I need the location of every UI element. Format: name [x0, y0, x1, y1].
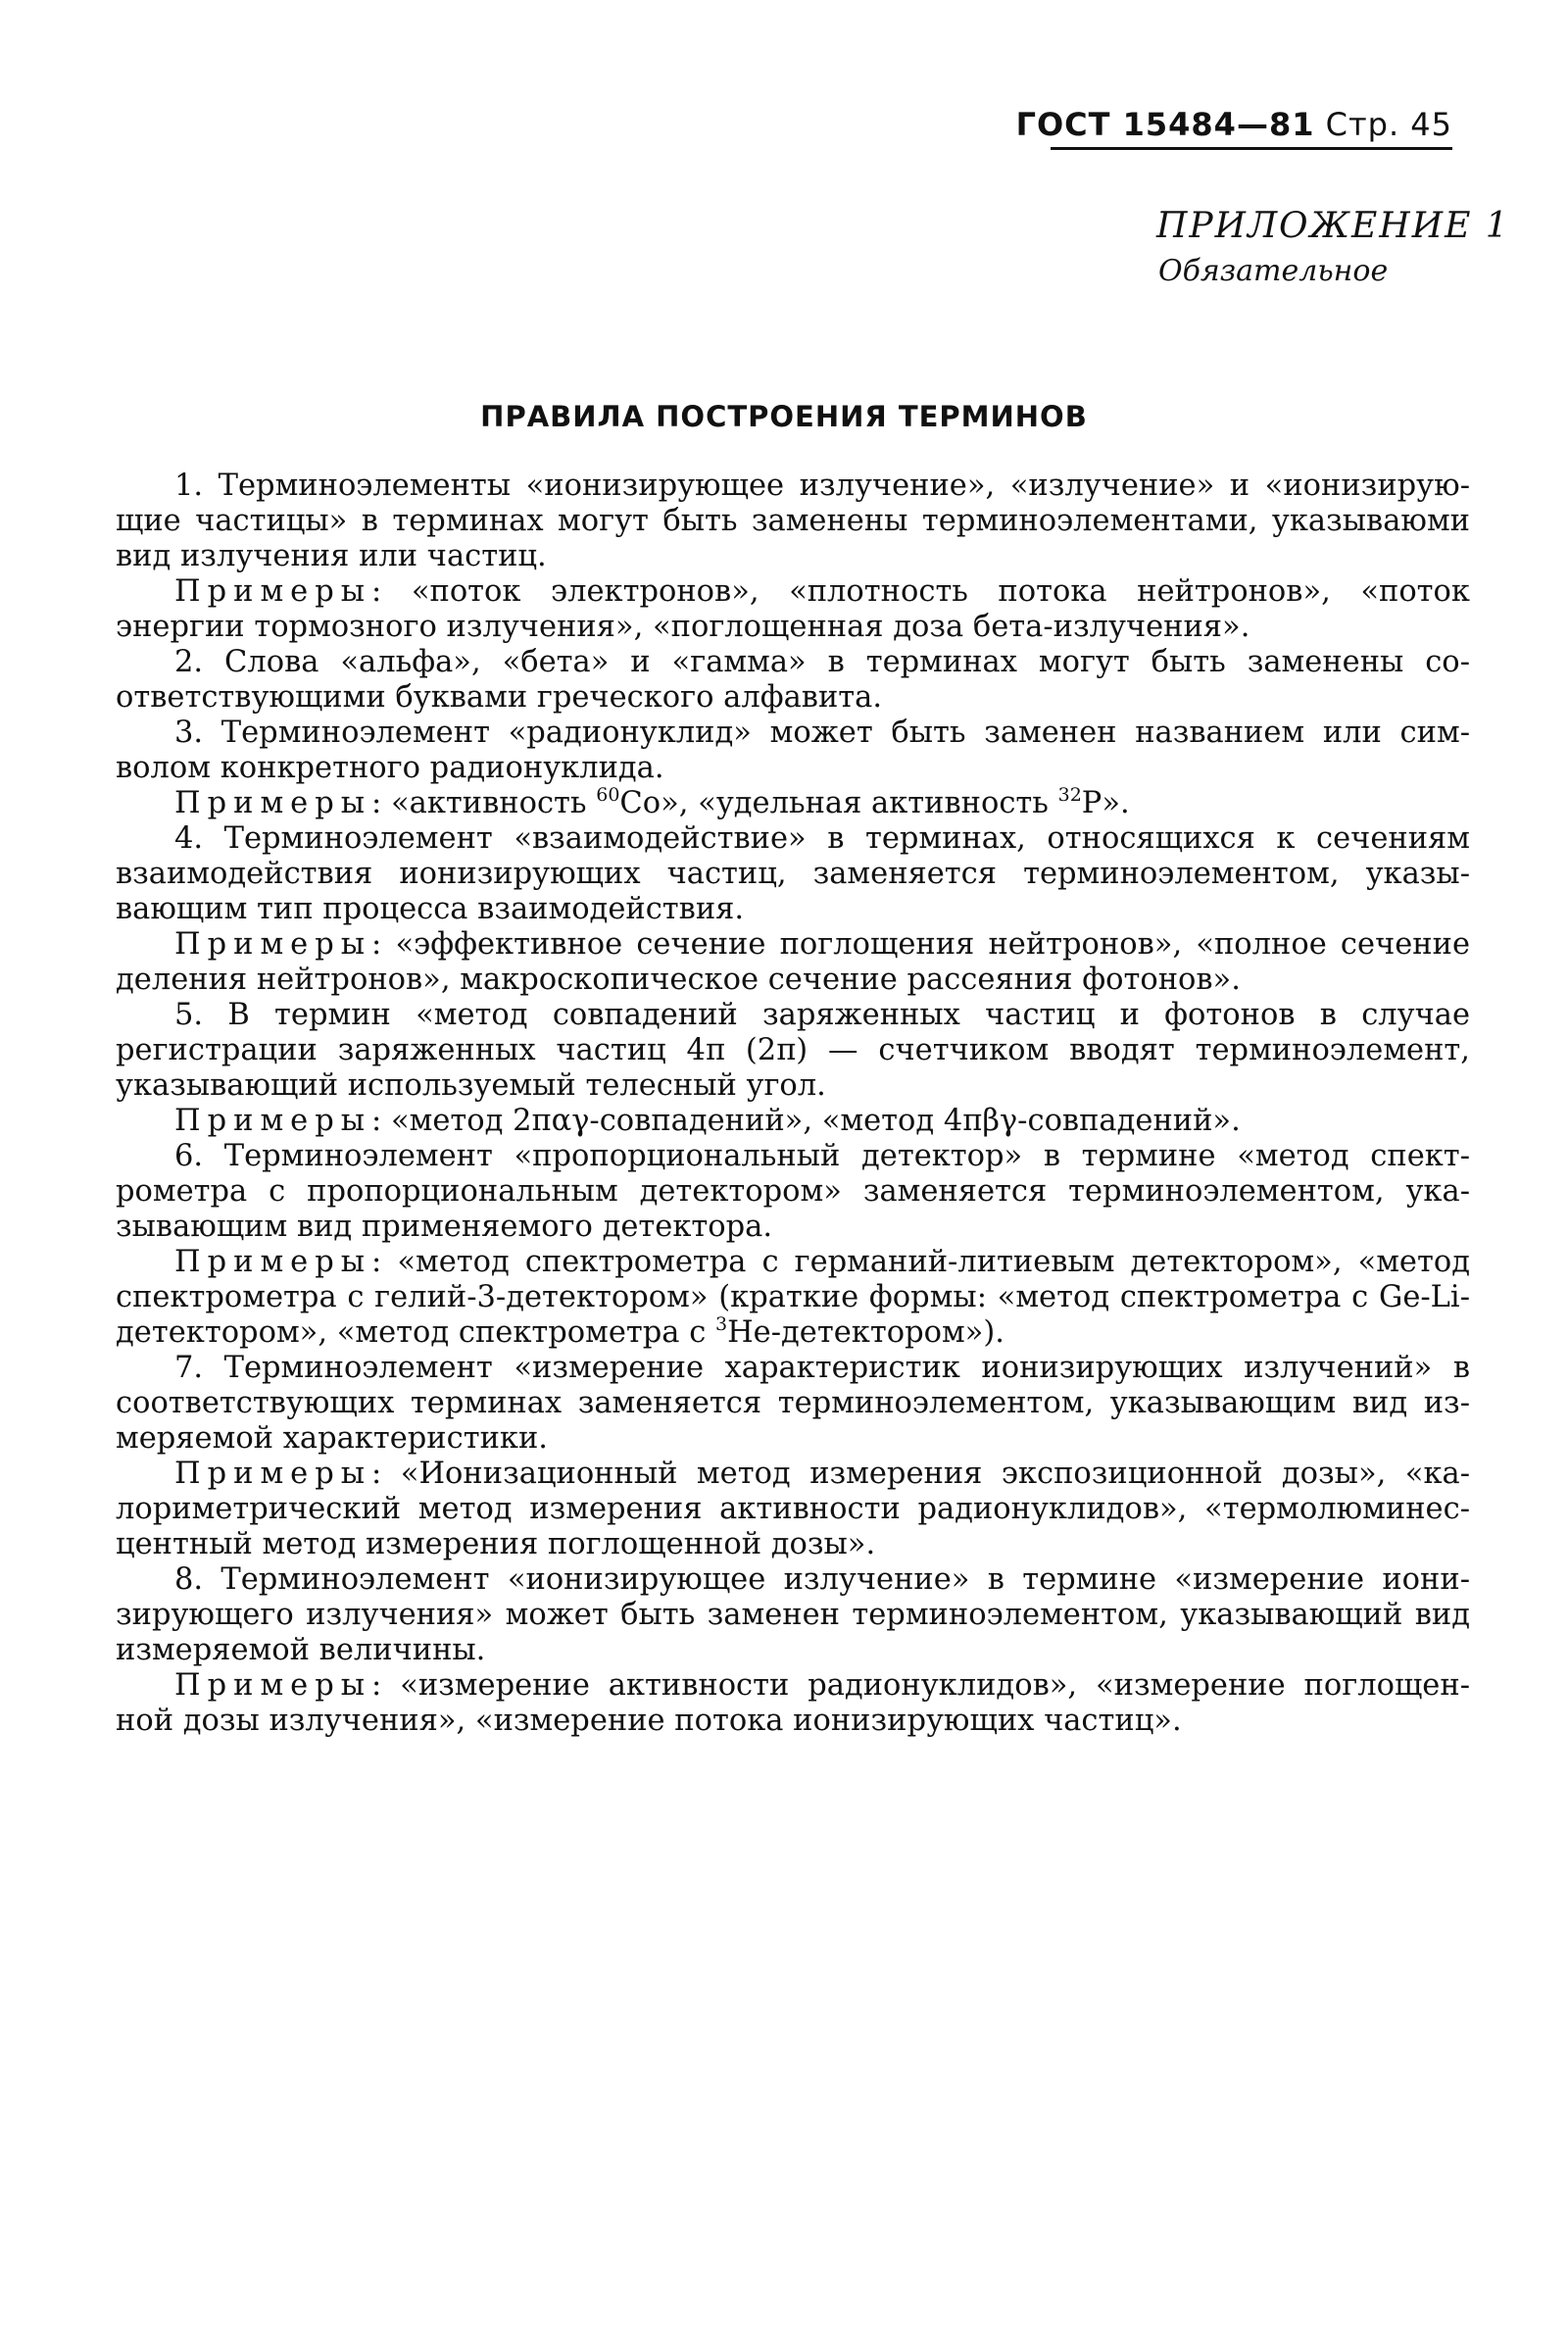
- rule-paragraph-2: 2. Слова «альфа», «бета» и «гамма» в терминах могут быть заменены соответствующими буквами греческого алфавита.: [116, 645, 1470, 715]
- examples-paragraph-5: [116, 1104, 1470, 1139]
- document-body: [116, 469, 1470, 1739]
- examples-text: Р».: [1081, 786, 1130, 820]
- examples-paragraph-8: [116, 1668, 1470, 1739]
- rule-paragraph-1: 1. Терминоэлементы «ионизирующее излучение», «излучение» и «ионизирующие частицы» в терминах могут быть заменены терминоэлементами, указываюми вид излучения или частиц.: [116, 469, 1470, 573]
- appendix-subtitle: Обязательное: [1158, 254, 1389, 288]
- examples-label: Примеры: [174, 1457, 372, 1491]
- examples-text: Не-детектором»).: [727, 1315, 1004, 1350]
- examples-text: : «метод спектрометра с германий-литиевым детектором», «метод спектрометра с гелий-3-детектором» (краткие формы: «метод спектрометра с Ge-Li-детектором», «метод спектрометра с: [116, 1245, 1470, 1350]
- appendix-title: ПРИЛОЖЕНИЕ 1: [1156, 206, 1510, 246]
- examples-label: Примеры: [174, 786, 372, 820]
- examples-text: : «Ионизационный метод измерения экспозиционной дозы», «калориметрический метод измерения активности радионуклидов», «термолюминесцентный метод измерения поглощенной дозы».: [116, 1457, 1470, 1561]
- rule-paragraph-8: 8. Терминоэлемент «ионизирующее излучение» в термине «измерение ионизирующего излучения» может быть заменен терминоэлементом, указывающий вид измеряемой величины.: [116, 1562, 1470, 1667]
- examples-paragraph-7: [116, 1457, 1470, 1562]
- examples-text: : «активность: [371, 786, 597, 820]
- isotope-mass-number: 60: [596, 784, 620, 806]
- examples-text: : «измерение активности радионуклидов», «измерение поглощенной дозы излучения», «измерение потока ионизирующих частиц».: [116, 1668, 1470, 1738]
- examples-text: : «эффективное сечение поглощения нейтронов», «полное сечение деления нейтронов», макроскопическое сечение рассеяния фотонов».: [116, 927, 1470, 997]
- rule-paragraph-6: 6. Терминоэлемент «пропорциональный детектор» в термине «метод спектрометра с пропорциональным детектором» заменяется терминоэлементом, указывающим вид применяемого детектора.: [116, 1139, 1470, 1244]
- isotope-mass-number: 3: [714, 1313, 728, 1335]
- examples-label: Примеры: [174, 1245, 372, 1279]
- isotope-mass-number: 32: [1057, 784, 1082, 806]
- rule-paragraph-4: 4. Терминоэлемент «взаимодействие» в терминах, относящихся к сечениям взаимодействия ионизирующих частиц, заменяется терминоэлементом, указывающим тип процесса взаимодействия.: [116, 821, 1470, 926]
- appendix-block: [1156, 206, 1510, 288]
- examples-text: : «поток электронов», «плотность потока нейтронов», «поток энергии тормозного излучения», «поглощенная доза бета-излучения».: [116, 574, 1470, 644]
- examples-text: Со», «удельная активность: [619, 786, 1058, 820]
- examples-paragraph-1: [116, 574, 1470, 645]
- rule-paragraph-7: 7. Терминоэлемент «измерение характеристик ионизирующих излучений» в соответствующих терминах заменяется терминоэлементом, указывающим вид измеряемой характеристики.: [116, 1351, 1470, 1456]
- examples-paragraph-6: [116, 1245, 1470, 1351]
- header-rule: [1051, 147, 1452, 150]
- examples-paragraph-3: [116, 786, 1470, 821]
- page-title: ПРАВИЛА ПОСТРОЕНИЯ ТЕРМИНОВ: [480, 400, 1088, 433]
- rule-paragraph-5: 5. В термин «метод совпадений заряженных частиц и фотонов в случае регистрации заряженных частиц 4π (2π) — счетчиком вводят терминоэлемент, указывающий используемый телесный угол.: [116, 998, 1470, 1103]
- rule-paragraph-3: 3. Терминоэлемент «радионуклид» может быть заменен названием или символом конкретного радионуклида.: [116, 716, 1470, 785]
- standard-number: ГОСТ 15484—81: [1015, 106, 1315, 143]
- page-number: Стр. 45: [1325, 106, 1452, 143]
- examples-label: Примеры: [174, 1668, 372, 1703]
- running-header: [1016, 106, 1452, 143]
- examples-label: Примеры: [174, 927, 372, 962]
- examples-label: Примеры: [174, 574, 372, 609]
- examples-label: Примеры: [174, 1104, 372, 1138]
- examples-text: : «метод 2παγ-совпадений», «метод 4πβγ-совпадений».: [371, 1104, 1241, 1138]
- examples-paragraph-4: [116, 927, 1470, 998]
